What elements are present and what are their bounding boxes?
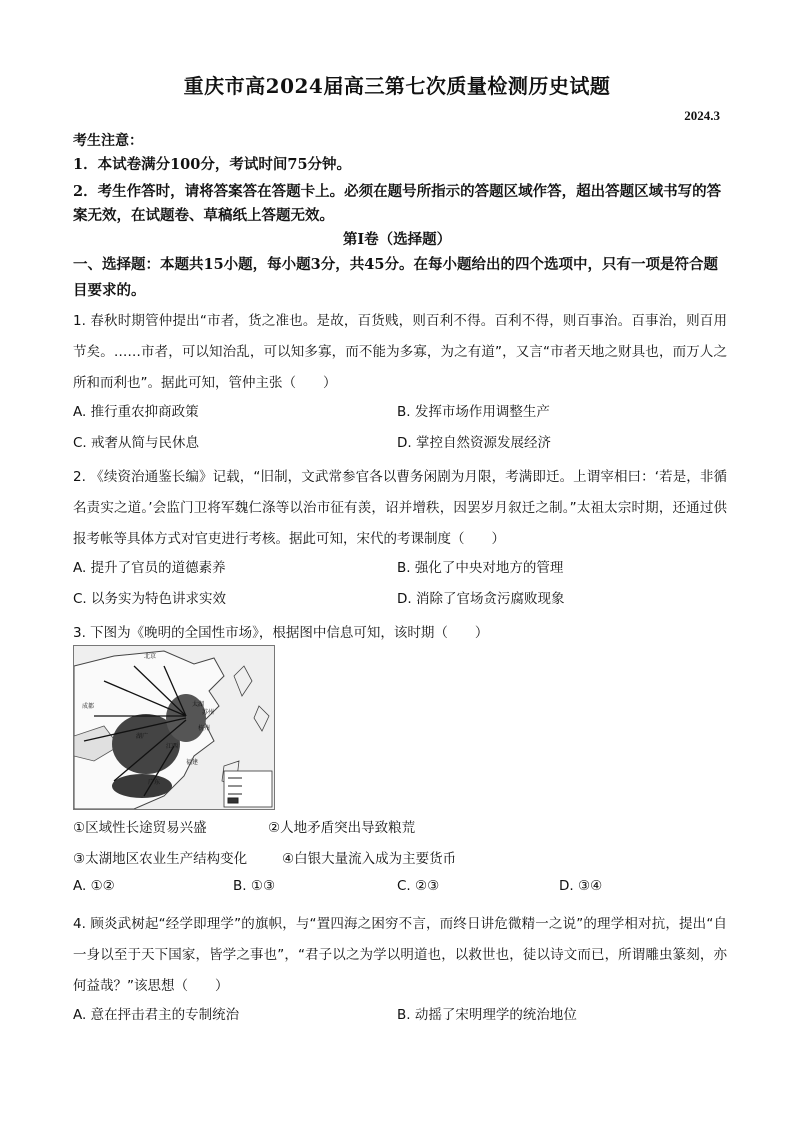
q2-option-b[interactable]: B. 强化了中央对地方的管理: [397, 560, 564, 576]
late-ming-market-map: [73, 645, 275, 810]
map-label-huguang: 湖广: [136, 733, 149, 740]
q3-statement-1: ①区域性长途贸易兴盛: [73, 820, 207, 836]
q3-statement-2: ②人地矛盾突出导致粮荒: [268, 820, 416, 836]
q4-option-b[interactable]: B. 动摇了宋明理学的统治地位: [397, 1007, 577, 1023]
q1-option-d[interactable]: D. 掌控自然资源发展经济: [397, 435, 551, 451]
map-label-chengdu: 成都: [82, 703, 95, 710]
q3-statement-4: ④白银大量流入成为主要货币: [282, 851, 457, 867]
q2-option-c[interactable]: C. 以务实为特色讲求实效: [73, 591, 227, 607]
map-label-taihu: 太湖: [192, 701, 205, 708]
map-graphic: [74, 646, 274, 809]
map-label-beijing: 北京: [144, 653, 157, 660]
map-label-jiangxi: 江西: [166, 743, 179, 750]
q2-option-d[interactable]: D. 消除了官场贪污腐败现象: [397, 591, 565, 607]
section-title: 第Ⅰ卷（选择题）: [342, 231, 452, 248]
q1-option-a[interactable]: A. 推行重农抑商政策: [73, 404, 199, 420]
q3-option-c[interactable]: C. ②③: [397, 878, 440, 894]
q3-option-a[interactable]: A. ①②: [73, 878, 115, 894]
q3-statement-3: ③太湖地区农业生产结构变化: [73, 851, 248, 867]
question-3-stem: 3. 下图为《晚明的全国性市场》，根据图中信息可知，该时期（ ）: [73, 625, 489, 641]
notice-label: 考生注意：: [73, 133, 143, 149]
part-intro: 一、选择题：本题共15小题，每小题3分，共45分。在每小题给出的四个选项中，只有一项是符合题目要求的。: [73, 256, 718, 299]
map-label-suzhou: 苏州: [202, 709, 215, 716]
page-title: 重庆市高2024届高三第七次质量检测历史试题: [183, 74, 611, 98]
question-2-stem: 2. 《续资治通鉴长编》记载，“旧制，文武常参官各以曹务闲剧为月限，考满即迁。上谓宰相曰：‘若是，非循名责实之道。’会监门卫将军魏仁涤等以治市征有羡，诏并增秩，因罢岁月叙迁之制。”太祖太宗时期，还通过供报考帐等具体方式对官吏进行考核。据此可知，宋代的考课制度（ ）: [73, 469, 727, 547]
map-label-guangdong: 广东: [148, 779, 161, 786]
q3-option-d[interactable]: D. ③④: [559, 878, 603, 894]
q1-option-b[interactable]: B. 发挥市场作用调整生产: [397, 404, 550, 420]
q4-option-a[interactable]: A. 意在抨击君主的专制统治: [73, 1007, 240, 1023]
map-label-fujian: 福建: [186, 759, 199, 766]
q1-option-c[interactable]: C. 戒奢从简与民休息: [73, 435, 200, 451]
q2-option-a[interactable]: A. 提升了官员的道德素养: [73, 560, 226, 576]
exam-date: 2024.3: [684, 108, 720, 123]
map-label-hangzhou: 杭州: [198, 725, 211, 732]
q3-option-b[interactable]: B. ①③: [233, 878, 276, 894]
notice-item-1: 1．本试卷满分100分，考试时间75分钟。: [73, 156, 352, 173]
question-4-stem: 4. 顾炎武树起“经学即理学”的旗帜，与“置四海之困穷不言，而终日讲危微精一之说”的理学相对抗，提出“自一身以至于天下国家，皆学之事也”，“君子以之为学以明道也，以救世也，徒以诗文而已，所谓雕虫篆刻，亦何益哉？”该思想（ ）: [73, 916, 727, 994]
notice-item-2: 2．考生作答时，请将答案答在答题卡上。必须在题号所指示的答题区域作答，超出答题区域书写的答案无效，在试题卷、草稿纸上答题无效。: [73, 183, 722, 224]
question-1-stem: 1. 春秋时期管仲提出“市者，货之准也。是故，百货贱，则百利不得。百利不得，则百事治。百事治，则百用节矣。……市者，可以知治乱，可以知多寡，而不能为多寡，为之有道”，又言“市者天地之财具也，而万人之所和而利也”。据此可知，管仲主张（ ）: [73, 313, 727, 391]
